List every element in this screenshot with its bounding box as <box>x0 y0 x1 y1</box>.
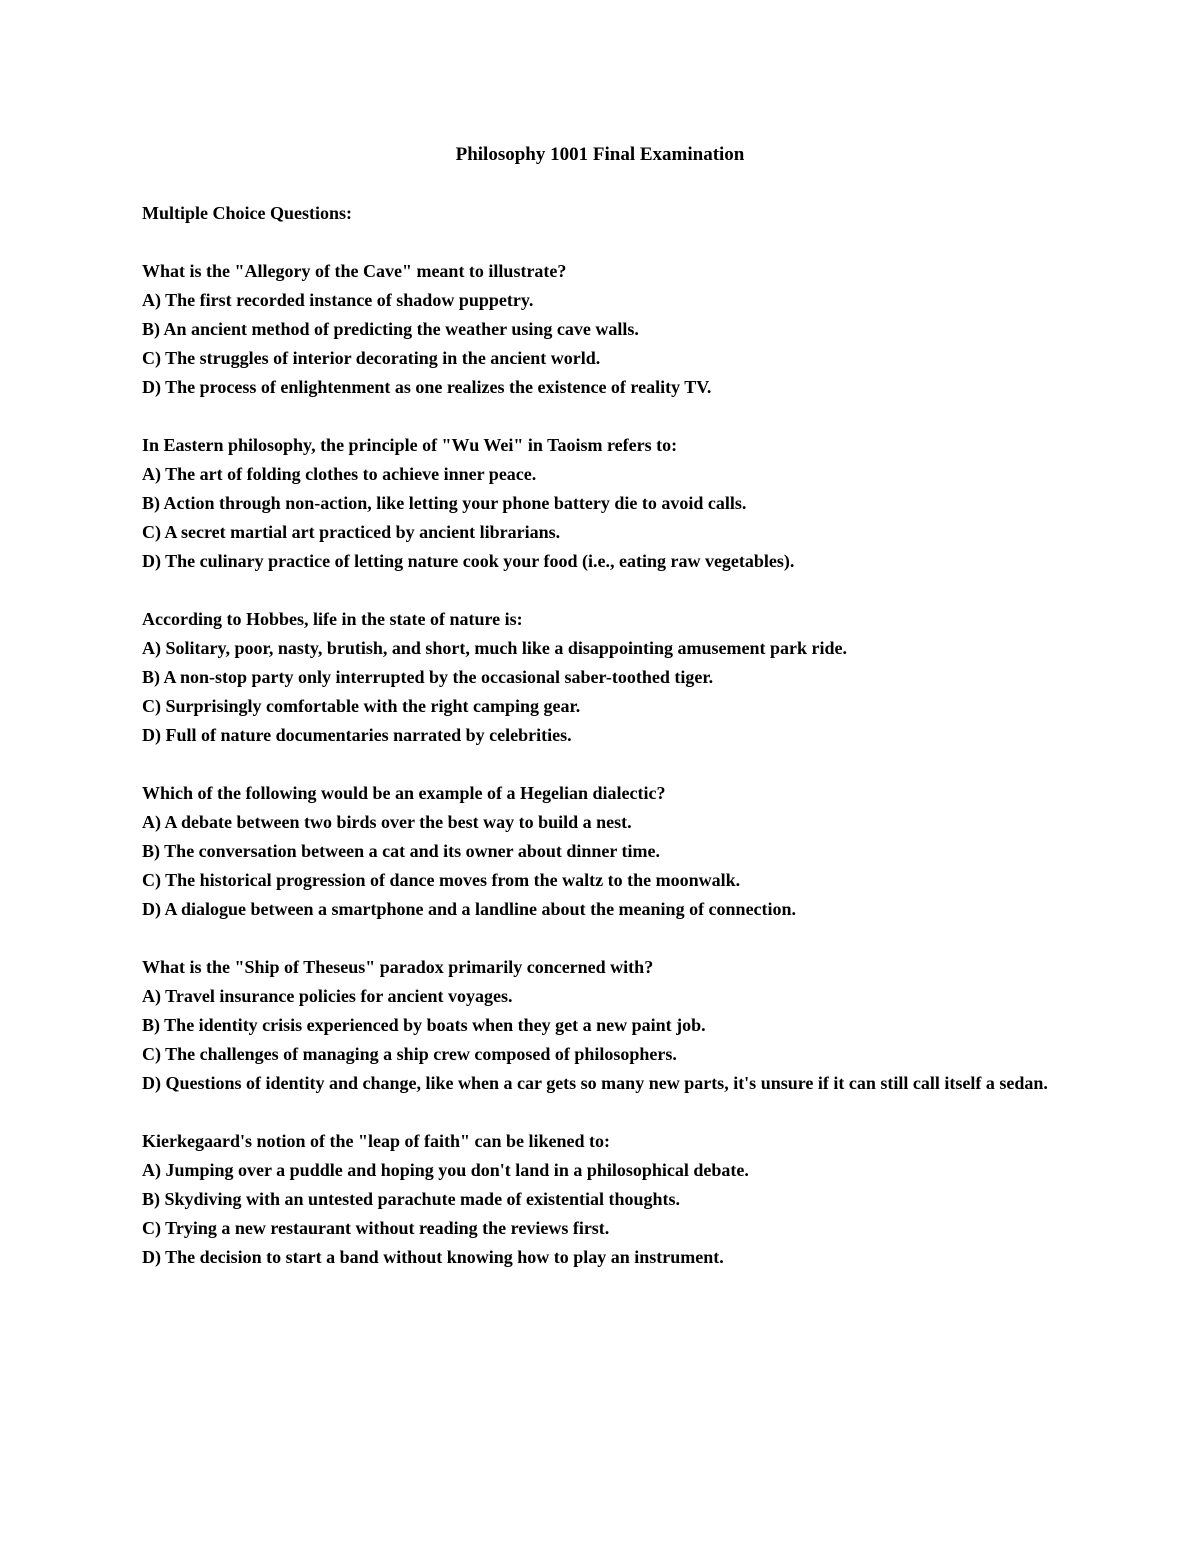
question-prompt: Kierkegaard's notion of the "leap of faith" can be likened to: <box>142 1131 610 1151</box>
answer-option: B) Skydiving with an untested parachute made of existential thoughts. <box>142 1189 681 1209</box>
question-2 <box>142 431 1072 576</box>
answer-option: A) A debate between two birds over the best way to build a nest. <box>142 812 632 832</box>
question-prompt: What is the "Ship of Theseus" paradox primarily concerned with? <box>142 957 654 977</box>
answer-option: A) Solitary, poor, nasty, brutish, and short, much like a disappointing amusement park ride. <box>142 638 847 658</box>
answer-option: B) The conversation between a cat and its owner about dinner time. <box>142 841 661 861</box>
answer-option: D) The decision to start a band without knowing how to play an instrument. <box>142 1247 724 1267</box>
question-prompt: In Eastern philosophy, the principle of "Wu Wei" in Taoism refers to: <box>142 435 678 455</box>
answer-option: C) A secret martial art practiced by ancient librarians. <box>142 522 561 542</box>
answer-option: B) Action through non-action, like letting your phone battery die to avoid calls. <box>142 493 747 513</box>
section-heading: Multiple Choice Questions: <box>142 203 352 223</box>
answer-option: B) The identity crisis experienced by boats when they get a new paint job. <box>142 1015 706 1035</box>
question-6 <box>142 1127 1072 1272</box>
answer-option: B) A non-stop party only interrupted by the occasional saber-toothed tiger. <box>142 667 714 687</box>
question-1 <box>142 257 1072 402</box>
question-3 <box>142 605 1072 750</box>
answer-option: A) Travel insurance policies for ancient voyages. <box>142 986 513 1006</box>
question-prompt: Which of the following would be an example of a Hegelian dialectic? <box>142 783 666 803</box>
answer-option: C) The historical progression of dance moves from the waltz to the moonwalk. <box>142 870 741 890</box>
answer-option: D) Questions of identity and change, like when a car gets so many new parts, it's unsure if it can still call itself a sedan. <box>142 1073 1048 1093</box>
answer-option: A) The first recorded instance of shadow puppetry. <box>142 290 534 310</box>
answer-option: B) An ancient method of predicting the weather using cave walls. <box>142 319 639 339</box>
answer-option: C) Trying a new restaurant without reading the reviews first. <box>142 1218 610 1238</box>
question-5 <box>142 953 1072 1098</box>
answer-option: C) Surprisingly comfortable with the right camping gear. <box>142 696 581 716</box>
answer-option: D) A dialogue between a smartphone and a landline about the meaning of connection. <box>142 899 797 919</box>
answer-option: C) The struggles of interior decorating in the ancient world. <box>142 348 601 368</box>
answer-option: A) The art of folding clothes to achieve inner peace. <box>142 464 537 484</box>
question-4 <box>142 779 1072 924</box>
answer-option: D) The culinary practice of letting nature cook your food (i.e., eating raw vegetables). <box>142 551 795 571</box>
answer-option: A) Jumping over a puddle and hoping you don't land in a philosophical debate. <box>142 1160 749 1180</box>
question-prompt: According to Hobbes, life in the state of nature is: <box>142 609 523 629</box>
answer-option: D) Full of nature documentaries narrated by celebrities. <box>142 725 572 745</box>
question-prompt: What is the "Allegory of the Cave" meant to illustrate? <box>142 261 567 281</box>
document-title: Philosophy 1001 Final Examination <box>455 144 745 165</box>
answer-option: D) The process of enlightenment as one realizes the existence of reality TV. <box>142 377 712 397</box>
document-body <box>142 199 1072 1301</box>
answer-option: C) The challenges of managing a ship crew composed of philosophers. <box>142 1044 677 1064</box>
